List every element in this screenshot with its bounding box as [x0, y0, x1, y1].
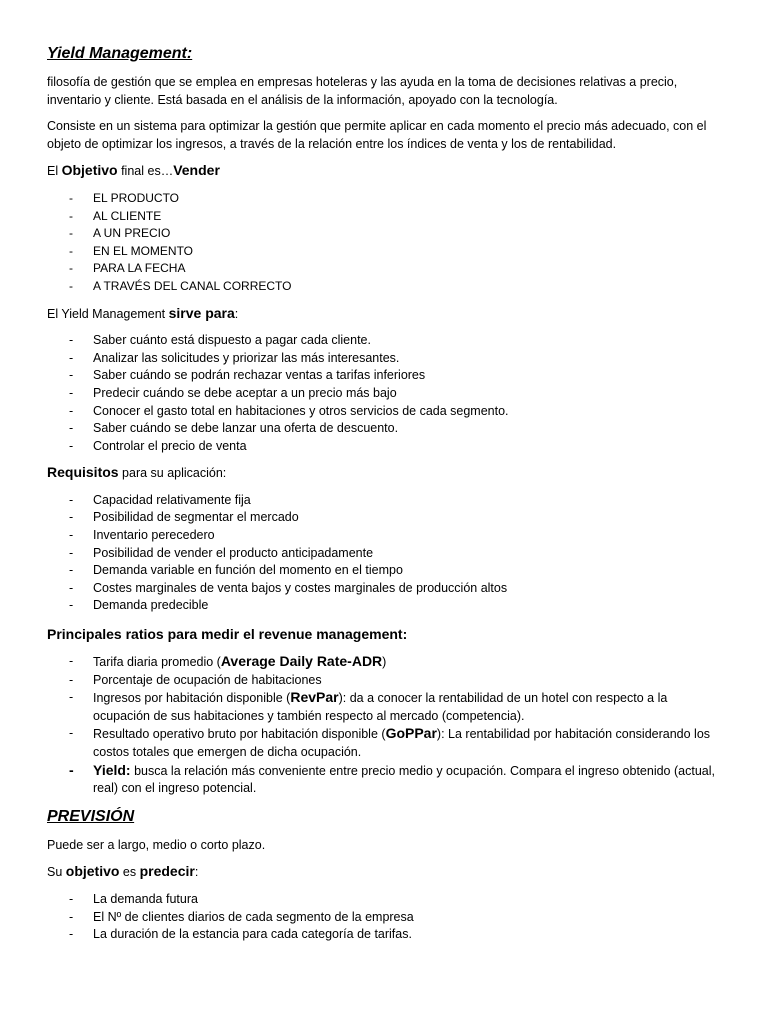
list-item-text: Saber cuándo se podrán rechazar ventas a tarifas inferiores: [93, 368, 426, 383]
list-item: [47, 492, 727, 510]
prevision-line: [47, 863, 727, 882]
dash-marker: -: [69, 438, 74, 453]
list-item: [47, 653, 727, 672]
list-item-text: A UN PRECIO: [93, 226, 171, 241]
list-item-text: Predecir cuándo se debe aceptar a un precio más bajo: [93, 385, 397, 400]
prevision-suffix: :: [194, 865, 199, 880]
ratios-title: Principales ratios para medir el revenue management:: [47, 626, 408, 643]
list-item: [47, 260, 727, 278]
list-item: [47, 332, 727, 350]
objetivo-middle: final es…: [117, 164, 174, 179]
list-item-text: EN EL MOMENTO: [93, 243, 194, 258]
dash-marker: -: [69, 891, 74, 906]
requisitos-bold: Requisitos: [47, 464, 119, 481]
list-item-text: Inventario perecedero: [93, 528, 215, 543]
dash-marker: -: [69, 261, 73, 276]
ratio-yield-bold: Yield:: [93, 761, 131, 778]
dash-marker: -: [69, 545, 74, 560]
objetivo-bold: Objetivo: [61, 162, 118, 179]
list-item-text: Saber cuánto está dispuesto a pagar cada cliente.: [93, 333, 371, 348]
dash-marker: -: [69, 208, 73, 223]
dash-marker: -: [69, 927, 74, 942]
objetivo-list: [47, 190, 727, 296]
list-item: [47, 385, 727, 403]
ratio-goppar-suffix: ): La rentabilidad por habitación considerando los costos totales que emergen de dicha ocupación.: [93, 727, 711, 759]
list-item-text: Analizar las solicitudes y priorizar las más interesantes.: [93, 350, 400, 365]
list-item-text: La duración de la estancia para cada categoría de tarifas.: [93, 927, 412, 942]
sirve-line: [47, 305, 727, 324]
intro-paragraph-1: filosofía de gestión que se emplea en empresas hoteleras y las ayuda en la toma de decisiones relativas a precio, inventario y cliente. Está basada en el análisis de la información, apoyado con la tecnología.: [47, 75, 678, 107]
list-item-text: Controlar el precio de venta: [93, 438, 247, 453]
sirve-list: [47, 332, 727, 455]
list-item: [47, 367, 727, 385]
dash-marker: -: [69, 243, 73, 258]
requisitos-line: [47, 464, 727, 483]
heading-prevision: PREVISIÓN: [47, 807, 135, 825]
dash-marker: -: [69, 598, 74, 613]
dash-marker: -: [69, 226, 73, 241]
dash-marker: -: [69, 690, 74, 705]
sirve-suffix: :: [234, 306, 239, 321]
prevision-predecir-bold: predecir: [139, 863, 195, 880]
dash-marker: -: [69, 563, 74, 578]
heading-yield-management: Yield Management:: [47, 45, 193, 62]
list-item: [47, 562, 727, 580]
dash-marker: -: [69, 492, 74, 507]
list-item: [47, 420, 727, 438]
list-item-text: Costes marginales de venta bajos y costes marginales de producción altos: [93, 580, 508, 595]
list-item: [47, 225, 727, 243]
list-item: [47, 725, 727, 761]
dash-marker: -: [69, 510, 74, 525]
objetivo-prefix: El: [47, 164, 62, 179]
sirve-prefix: El Yield Management: [47, 306, 169, 321]
dash-marker: -: [69, 654, 74, 669]
list-item-text: Posibilidad de segmentar el mercado: [93, 510, 299, 525]
list-item-text: Saber cuándo se debe lanzar una oferta de descuento.: [93, 421, 399, 436]
list-item-text: AL CLIENTE: [93, 208, 162, 223]
dash-marker: -: [69, 350, 74, 365]
list-item-text: Demanda predecible: [93, 598, 209, 613]
dash-marker: -: [69, 190, 73, 205]
document-page: [47, 44, 727, 953]
list-item-text: El Nº de clientes diarios de cada segmento de la empresa: [93, 909, 414, 924]
list-item: [47, 762, 727, 798]
dash-marker: -: [69, 580, 74, 595]
dash-marker: -: [69, 761, 74, 778]
list-item: [47, 403, 727, 421]
list-item-text: Demanda variable en función del momento en el tiempo: [93, 563, 403, 578]
prevision-intro: Puede ser a largo, medio o corto plazo.: [47, 837, 266, 852]
list-item: [47, 580, 727, 598]
list-item: [47, 509, 727, 527]
dash-marker: -: [69, 909, 74, 924]
list-item: [47, 350, 727, 368]
dash-marker: -: [69, 333, 74, 348]
prevision-prefix: Su: [47, 865, 66, 880]
ratio-goppar-bold: GoPPar: [385, 725, 437, 742]
requisitos-suffix: para su aplicación:: [118, 466, 227, 481]
list-item-text: A TRAVÉS DEL CANAL CORRECTO: [93, 278, 292, 293]
dash-marker: -: [69, 385, 74, 400]
dash-marker: -: [69, 672, 74, 687]
sirve-bold: sirve para: [168, 304, 235, 321]
ratio-revpar-prefix: Ingresos por habitación disponible (: [93, 691, 291, 706]
list-item-text: PARA LA FECHA: [93, 261, 186, 276]
ratio-ocupacion-text: Porcentaje de ocupación de habitaciones: [93, 672, 322, 687]
list-item: [47, 545, 727, 563]
list-item: [47, 926, 727, 944]
list-item: [47, 689, 727, 725]
ratio-revpar-suffix: ): da a conocer la rentabilidad de un hotel con respecto a la ocupación de sus habitaciones y también respecto al mercado (competencia).: [93, 691, 668, 723]
list-item: [47, 527, 727, 545]
list-item-text: Conocer el gasto total en habitaciones y otros servicios de cada segmento.: [93, 403, 509, 418]
list-item: [47, 438, 727, 456]
dash-marker: -: [69, 528, 74, 543]
list-item: [47, 208, 727, 226]
requisitos-list: [47, 492, 727, 615]
ratio-adr-bold: Average Daily Rate-ADR: [220, 653, 383, 670]
list-item-text: Capacidad relativamente fija: [93, 492, 251, 507]
prevision-objetivo-bold: objetivo: [65, 863, 120, 880]
ratio-revpar-bold: RevPar: [290, 689, 339, 706]
list-item: [47, 672, 727, 690]
ratio-goppar-prefix: Resultado operativo bruto por habitación disponible (: [93, 727, 386, 742]
list-item: [47, 597, 727, 615]
intro-paragraph-2: Consiste en un sistema para optimizar la gestión que permite aplicar en cada momento el precio más adecuado, con el objeto de optimizar los ingresos, a través de la relación entre los índices de venta y los de rentabilidad.: [47, 119, 707, 151]
prevision-middle: es: [119, 865, 140, 880]
dash-marker: -: [69, 278, 73, 293]
list-item-text: EL PRODUCTO: [93, 190, 180, 205]
prevision-list: [47, 891, 727, 944]
dash-marker: -: [69, 421, 74, 436]
dash-marker: -: [69, 368, 74, 383]
list-item: [47, 190, 727, 208]
dash-marker: -: [69, 726, 74, 741]
ratios-list: [47, 653, 727, 798]
ratio-adr-suffix: ): [382, 655, 387, 670]
dash-marker: -: [69, 403, 74, 418]
vender-bold: Vender: [173, 162, 220, 179]
list-item: [47, 278, 727, 296]
list-item: [47, 891, 727, 909]
objetivo-line: [47, 162, 727, 181]
list-item: [47, 909, 727, 927]
list-item-text: La demanda futura: [93, 891, 198, 906]
list-item: [47, 243, 727, 261]
ratio-yield-suffix: busca la relación más conveniente entre precio medio y ocupación. Compara el ingreso obtenido (actual, real) con el ingreso potencial.: [93, 763, 715, 796]
ratio-adr-prefix: Tarifa diaria promedio (: [93, 655, 221, 670]
list-item-text: Posibilidad de vender el producto anticipadamente: [93, 545, 374, 560]
